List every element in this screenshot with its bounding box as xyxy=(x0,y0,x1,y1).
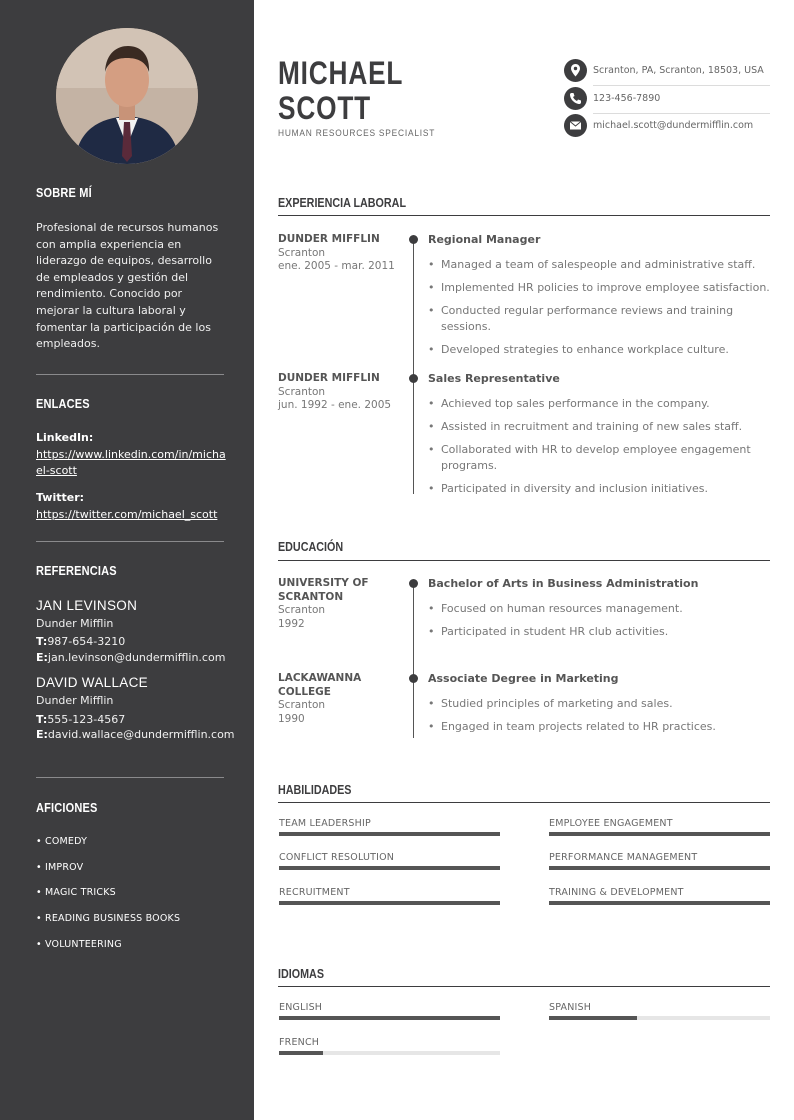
skill-name: PERFORMANCE MANAGEMENT xyxy=(549,852,698,863)
contact-divider xyxy=(593,85,770,86)
entry-position: Sales Representative xyxy=(428,372,560,385)
about-title: SOBRE MÍ xyxy=(36,186,92,200)
skill-bar xyxy=(279,866,500,870)
candidate-role: HUMAN RESOURCES SPECIALIST xyxy=(278,128,436,139)
language-bar-fill xyxy=(279,1051,323,1055)
email-value: jan.levinson@dundermifflin.com xyxy=(47,651,226,664)
phone-label: T: xyxy=(36,635,48,648)
hobby-item: • IMPROV xyxy=(36,862,84,873)
reference-email xyxy=(36,650,226,665)
linkedin-link[interactable]: https://www.linkedin.com/in/michael-scott xyxy=(36,447,226,478)
language-bar-fill xyxy=(549,1016,637,1020)
skill-bar-fill xyxy=(549,832,770,836)
entry-dates: ene. 2005 - mar. 2011 xyxy=(278,260,395,272)
email-label: E: xyxy=(36,728,48,741)
hobby-item: • MAGIC TRICKS xyxy=(36,887,116,898)
hobbies-title: AFICIONES xyxy=(36,801,98,815)
hobby-item: • COMEDY xyxy=(36,836,88,847)
skills-title: HABILIDADES xyxy=(278,783,352,797)
skill-name: TEAM LEADERSHIP xyxy=(279,818,371,829)
contact-text: 123-456-7890 xyxy=(593,93,661,104)
candidate-name xyxy=(278,56,403,126)
skill-bar xyxy=(279,832,500,836)
link-linkedin xyxy=(36,430,226,480)
hobby-item: • READING BUSINESS BOOKS xyxy=(36,913,181,924)
name-first: MICHAEL xyxy=(278,55,404,91)
skill-item xyxy=(279,818,500,829)
contact-phone xyxy=(564,87,770,113)
twitter-link[interactable]: https://twitter.com/michael_scott xyxy=(36,507,218,521)
reference-company: Dunder Mifflin xyxy=(36,694,114,707)
list-item: • Managed a team of salespeople and administrative staff. xyxy=(428,257,770,273)
list-item: • Implemented HR policies to improve employee satisfaction. xyxy=(428,280,770,296)
skill-bar xyxy=(279,901,500,905)
phone-icon xyxy=(564,87,587,110)
contact-text: michael.scott@dundermifflin.com xyxy=(593,120,754,131)
experience-entry-meta xyxy=(278,372,398,413)
sidebar xyxy=(0,0,254,1120)
skill-item xyxy=(279,887,500,898)
skill-bar-fill xyxy=(549,866,770,870)
entry-bullets xyxy=(428,257,770,365)
sidebar-divider xyxy=(36,541,224,542)
entry-bullets xyxy=(428,601,770,647)
skill-item xyxy=(549,887,770,898)
skill-bar-fill xyxy=(279,832,500,836)
entry-degree: Bachelor of Arts in Business Administration xyxy=(428,577,699,590)
list-item: • Assisted in recruitment and training of new sales staff. xyxy=(428,419,770,435)
phone-value: 987-654-3210 xyxy=(47,635,126,648)
timeline-dot xyxy=(409,674,418,683)
education-entry-meta xyxy=(278,577,393,631)
skill-name: TRAINING & DEVELOPMENT xyxy=(549,887,684,898)
profile-photo-image xyxy=(56,28,198,164)
list-item: • Participated in student HR club activities. xyxy=(428,624,770,640)
phone-label: T: xyxy=(36,713,48,726)
links-title: ENLACES xyxy=(36,397,90,411)
list-item: • Achieved top sales performance in the company. xyxy=(428,396,770,412)
language-item xyxy=(549,1002,770,1013)
contact-email xyxy=(564,114,770,140)
reference-email xyxy=(36,727,235,742)
languages-title: IDIOMAS xyxy=(278,967,324,981)
entry-location: Scranton xyxy=(278,699,326,711)
language-name: FRENCH xyxy=(279,1037,320,1048)
email-label: E: xyxy=(36,651,48,664)
section-rule xyxy=(278,560,770,561)
education-entry-meta xyxy=(278,672,388,726)
entry-position: Regional Manager xyxy=(428,233,541,246)
entry-bullets xyxy=(428,696,770,742)
education-timeline xyxy=(413,583,414,738)
language-item xyxy=(279,1037,500,1048)
list-item: • Developed strategies to enhance workplace culture. xyxy=(428,342,770,358)
reference-phone xyxy=(36,634,226,649)
entry-org: LACKAWANNA COLLEGE xyxy=(278,672,362,698)
reference-phone xyxy=(36,712,226,727)
list-item: • Focused on human resources management. xyxy=(428,601,770,617)
list-item: • Engaged in team projects related to HR practices. xyxy=(428,719,770,735)
about-text: Profesional de recursos humanos con amplia experiencia en liderazgo de equipos, desarrollo de empleados y gestión del rendimiento. Conocido por mejorar la cultura laboral y fomentar la participación de los empleados. xyxy=(36,221,219,351)
language-bar xyxy=(279,1016,500,1020)
list-item: • Participated in diversity and inclusion initiatives. xyxy=(428,481,770,497)
sidebar-divider xyxy=(36,374,224,375)
reference-company: Dunder Mifflin xyxy=(36,617,114,630)
language-item xyxy=(279,1002,500,1013)
email-icon xyxy=(564,114,587,137)
profile-photo xyxy=(56,28,198,164)
sidebar-divider xyxy=(36,777,224,778)
language-bar xyxy=(279,1051,500,1055)
language-name: SPANISH xyxy=(549,1002,592,1013)
skill-bar xyxy=(549,866,770,870)
timeline-dot xyxy=(409,579,418,588)
hobby-item: • VOLUNTEERING xyxy=(36,939,122,950)
entry-org: DUNDER MIFFLIN xyxy=(278,233,380,245)
link-twitter xyxy=(36,490,226,523)
skill-bar-fill xyxy=(279,866,500,870)
language-name: ENGLISH xyxy=(279,1002,323,1013)
list-item: • Conducted regular performance reviews and training sessions. xyxy=(428,303,770,334)
name-last: SCOTT xyxy=(278,90,372,126)
section-rule xyxy=(278,802,770,803)
reference-name: DAVID WALLACE xyxy=(36,675,148,690)
skill-item xyxy=(279,852,500,863)
reference-name: JAN LEVINSON xyxy=(36,598,138,613)
entry-location: Scranton xyxy=(278,604,326,616)
entry-degree: Associate Degree in Marketing xyxy=(428,672,619,685)
education-title: EDUCACIÓN xyxy=(278,540,344,554)
entry-location: Scranton xyxy=(278,246,326,259)
entry-bullets xyxy=(428,396,770,504)
skill-name: CONFLICT RESOLUTION xyxy=(279,852,395,863)
entry-dates: 1990 xyxy=(278,712,305,725)
skill-name: EMPLOYEE ENGAGEMENT xyxy=(549,818,673,829)
contact-text: Scranton, PA, Scranton, 18503, USA xyxy=(593,65,764,76)
entry-location: Scranton xyxy=(278,385,326,398)
skill-bar xyxy=(549,901,770,905)
section-rule xyxy=(278,215,770,216)
entry-org: UNIVERSITY OF SCRANTON xyxy=(278,577,369,603)
entry-dates: jun. 1992 - ene. 2005 xyxy=(278,399,392,411)
link-label: Twitter: xyxy=(36,491,85,504)
location-pin-icon xyxy=(564,59,587,82)
phone-value: 555-123-4567 xyxy=(47,713,126,726)
entry-org: DUNDER MIFFLIN xyxy=(278,372,380,384)
skill-bar-fill xyxy=(549,901,770,905)
experience-timeline xyxy=(413,239,414,494)
entry-dates: 1992 xyxy=(278,617,305,630)
list-item: • Collaborated with HR to develop employee engagement programs. xyxy=(428,442,770,473)
email-value: david.wallace@dundermifflin.com xyxy=(47,728,235,741)
language-bar xyxy=(549,1016,770,1020)
skill-bar-fill xyxy=(279,901,500,905)
skill-item xyxy=(549,818,770,829)
timeline-dot xyxy=(409,235,418,244)
list-item: • Studied principles of marketing and sales. xyxy=(428,696,770,712)
skill-item xyxy=(549,852,770,863)
experience-entry-meta xyxy=(278,233,398,274)
timeline-dot xyxy=(409,374,418,383)
skill-bar xyxy=(549,832,770,836)
references-title: REFERENCIAS xyxy=(36,564,117,578)
contact-address xyxy=(564,59,770,85)
skill-name: RECRUITMENT xyxy=(279,887,350,898)
link-label: LinkedIn: xyxy=(36,431,94,444)
language-bar-fill xyxy=(279,1016,500,1020)
section-rule xyxy=(278,986,770,987)
experience-title: EXPERIENCIA LABORAL xyxy=(278,196,407,210)
